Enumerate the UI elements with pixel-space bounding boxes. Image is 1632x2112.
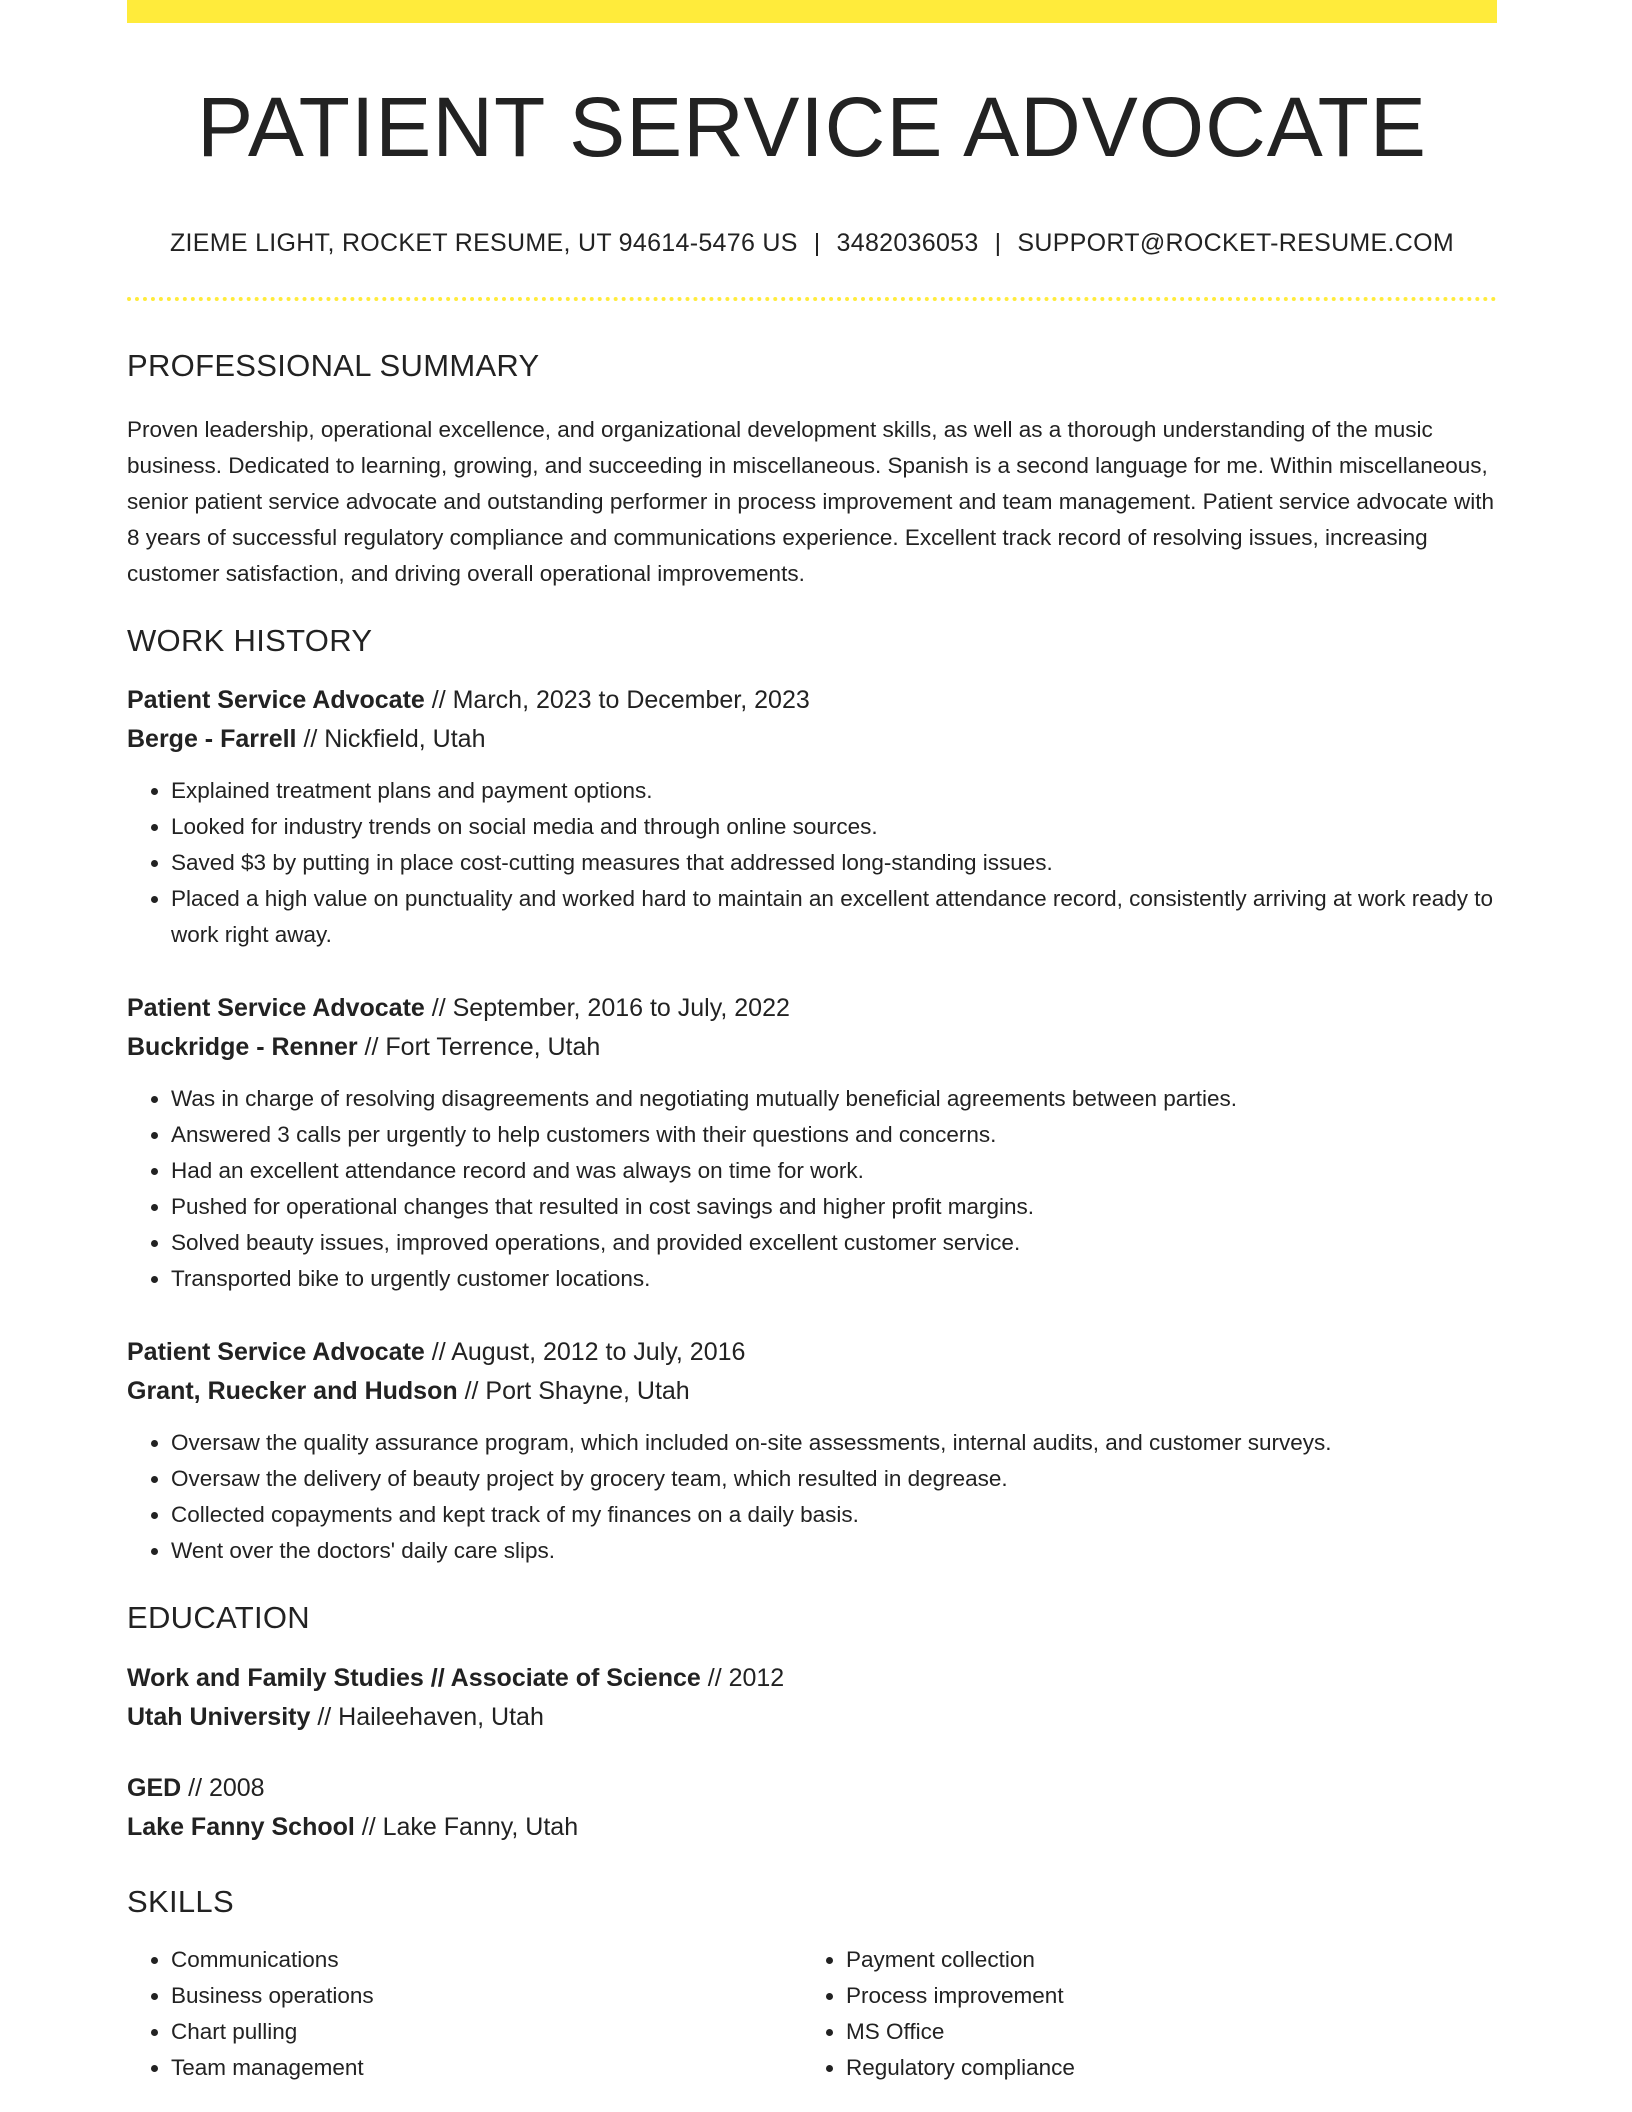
education-school-line: [127, 1808, 1497, 1847]
education-entry: [127, 1769, 1497, 1847]
list-item: • Pushed for operational changes that resulted in cost savings and higher profit margins.: [171, 1189, 1497, 1225]
job-role: Patient Service Advocate: [127, 686, 425, 715]
job-company: Buckridge - Renner: [127, 1033, 358, 1062]
job-dates: // September, 2016 to July, 2022: [424, 994, 790, 1023]
education-school: Utah University: [127, 1702, 311, 1731]
job-company-line: [127, 1372, 1497, 1411]
education-location: // Lake Fanny, Utah: [354, 1812, 579, 1841]
list-item: • Process improvement: [846, 1978, 1477, 2014]
contact-separator: |: [813, 229, 821, 257]
skills-right-list: [802, 1942, 1477, 2086]
job-company-line: [127, 1028, 1497, 1067]
list-item: • Placed a high value on punctuality and worked hard to maintain an excellent attendance record, consistently arriving at work ready to work right away.: [171, 881, 1497, 953]
job-role-line: [127, 1333, 1497, 1372]
job-location: // Nickfield, Utah: [296, 725, 486, 754]
education-degree: GED: [127, 1773, 182, 1802]
skills-columns: [127, 1942, 1497, 2086]
resume-title: PATIENT SERVICE ADVOCATE: [197, 80, 1427, 174]
work-history-heading: WORK HISTORY: [127, 623, 373, 659]
job-entry: [127, 989, 1497, 1297]
job-company-line: [127, 720, 1497, 759]
list-item: • Oversaw the delivery of beauty project by grocery team, which resulted in degrease.: [171, 1461, 1497, 1497]
dotted-divider: [127, 297, 1497, 301]
job-role-line: [127, 989, 1497, 1028]
job-company: Berge - Farrell: [127, 725, 297, 754]
list-item: • Transported bike to urgently customer locations.: [171, 1261, 1497, 1297]
education-heading: EDUCATION: [127, 1600, 310, 1636]
job-location: // Port Shayne, Utah: [457, 1377, 690, 1406]
education-year: // 2008: [181, 1773, 265, 1802]
education-degree-line: [127, 1659, 1497, 1698]
list-item: • Regulatory compliance: [846, 2050, 1477, 2086]
list-item: • Explained treatment plans and payment options.: [171, 773, 1497, 809]
contact-line: [127, 229, 1497, 258]
skills-left-list: [127, 1942, 802, 2086]
job-bullets: [127, 1081, 1497, 1297]
list-item: • Solved beauty issues, improved operations, and provided excellent customer service.: [171, 1225, 1497, 1261]
education-school-line: [127, 1698, 1497, 1737]
resume-page: [127, 0, 1497, 2086]
job-dates: // August, 2012 to July, 2016: [424, 1338, 746, 1367]
skills-heading: SKILLS: [127, 1883, 234, 1919]
job-role-line: [127, 681, 1497, 720]
job-dates: // March, 2023 to December, 2023: [424, 686, 810, 715]
summary-heading: PROFESSIONAL SUMMARY: [127, 348, 540, 383]
education-year: // 2012: [700, 1663, 785, 1692]
list-item: • Looked for industry trends on social media and through online sources.: [171, 809, 1497, 845]
education-entry: [127, 1659, 1497, 1737]
accent-bar: [127, 0, 1497, 23]
list-item: • Went over the doctors' daily care slips.: [171, 1533, 1497, 1569]
job-location: // Fort Terrence, Utah: [357, 1033, 601, 1062]
job-company: Grant, Ruecker and Hudson: [127, 1377, 458, 1406]
list-item: • Was in charge of resolving disagreements and negotiating mutually beneficial agreements between parties.: [171, 1081, 1497, 1117]
list-item: • Collected copayments and kept track of my finances on a daily basis.: [171, 1497, 1497, 1533]
job-entry: [127, 1333, 1497, 1569]
list-item: • Payment collection: [846, 1942, 1477, 1978]
list-item: • Chart pulling: [171, 2014, 802, 2050]
list-item: • Business operations: [171, 1978, 802, 2014]
education-location: // Haileehaven, Utah: [310, 1702, 544, 1731]
summary-text: Proven leadership, operational excellence, and organizational development skills, as well as a thorough understanding of the music business. Dedicated to learning, growing, and succeeding in miscellaneous. Spanish is a second language for me. Within miscellaneous, senior patient service advocate and outstanding performer in process improvement and team management. Patient service advocate with 8 years of successful regulatory compliance and communications experience. Excellent track record of resolving issues, increasing customer satisfaction, and driving overall operational improvements.: [127, 417, 1494, 587]
list-item: • Communications: [171, 1942, 802, 1978]
job-bullets: [127, 1425, 1497, 1569]
job-entry: [127, 681, 1497, 953]
education-school: Lake Fanny School: [127, 1812, 355, 1841]
list-item: • Saved $3 by putting in place cost-cutting measures that addressed long-standing issues.: [171, 845, 1497, 881]
job-role: Patient Service Advocate: [127, 994, 425, 1023]
list-item: • Had an excellent attendance record and was always on time for work.: [171, 1153, 1497, 1189]
list-item: • Answered 3 calls per urgently to help customers with their questions and concerns.: [171, 1117, 1497, 1153]
education-degree: Work and Family Studies // Associate of Science: [127, 1663, 701, 1692]
contact-separator: |: [994, 229, 1002, 257]
job-role: Patient Service Advocate: [127, 1338, 425, 1367]
contact-email: SUPPORT@ROCKET-RESUME.COM: [1017, 229, 1455, 257]
list-item: • MS Office: [846, 2014, 1477, 2050]
contact-phone: 3482036053: [836, 229, 979, 257]
contact-address: ZIEME LIGHT, ROCKET RESUME, UT 94614-5476 US: [169, 229, 798, 257]
list-item: • Oversaw the quality assurance program, which included on-site assessments, internal audits, and customer surveys.: [171, 1425, 1497, 1461]
list-item: • Team management: [171, 2050, 802, 2086]
education-degree-line: [127, 1769, 1497, 1808]
job-bullets: [127, 773, 1497, 953]
